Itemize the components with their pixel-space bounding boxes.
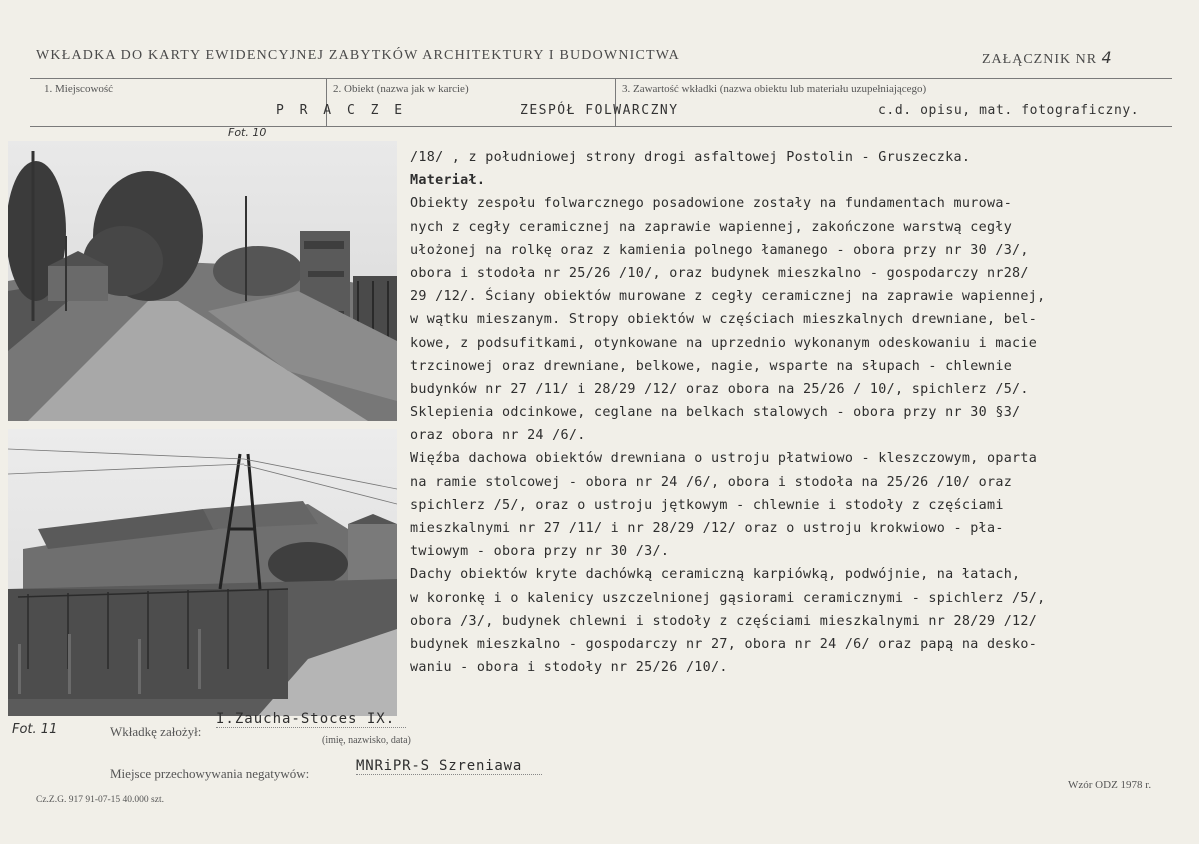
text-line: oraz obora nr 24 /6/. xyxy=(410,428,586,444)
locality-value: P R A C Z E xyxy=(276,103,407,118)
text-line: Dachy obiektów kryte dachówką ceramiczną karpiówką, podwójnie, na łatach, xyxy=(410,567,1021,583)
text-line: obora i stodoła nr 25/26 /10/, oraz budynek mieszkalno - gospodarczy nr28/ xyxy=(410,265,1029,281)
negatives-label: Miejsce przechowywania negatywów: xyxy=(110,766,310,781)
text-line: twiowym - obora przy nr 30 /3/. xyxy=(410,544,670,560)
text-line: budynek mieszkalno - gospodarczy nr 27, obora nr 24 /6/ oraz papą na desko- xyxy=(410,636,1038,652)
text-line: w wątku mieszanym. Stropy obiektów w częściach mieszkalnych drewniane, bel- xyxy=(410,312,1038,328)
photo-road-gate xyxy=(8,141,397,421)
text-line: ułożonej na rolkę oraz z kamienia polnego łamanego - obora przy nr 30 /3/, xyxy=(410,242,1029,258)
object-label: 2. Obiekt (nazwa jak w karcie) xyxy=(333,83,469,95)
text-line: nych z cegły ceramicznej na zaprawie wapiennej, zakończone warstwą cegły xyxy=(410,219,1013,235)
form-model: Wzór ODZ 1978 r. xyxy=(1068,779,1152,791)
description-text xyxy=(410,146,1190,679)
form-title: WKŁADKA DO KARTY EWIDENCYJNEJ ZABYTKÓW ARCHITEKTURY I BUDOWNICTWA xyxy=(36,48,680,63)
text-line: /18/ , z południowej strony drogi asfaltowej Postolin - Gruszeczka. xyxy=(410,150,971,165)
text-line: spichlerz /5/, oraz o ustroju jętkowym - chlewnie i stodoły z częściami xyxy=(410,497,1004,513)
section-heading-material: Materiał. xyxy=(410,173,486,189)
photo-caption-11: Fot. 11 xyxy=(12,722,58,737)
negatives-value: MNRiPR-S Szreniawa xyxy=(356,758,542,775)
text-line: 29 /12/. Ściany obiektów murowane z cegły ceramicznej na zaprawie wapiennej, xyxy=(410,289,1046,305)
locality-label: 1. Miejscowość xyxy=(44,83,114,95)
text-line: mieszkalnymi nr 27 /11/ i nr 28/29 /12/ oraz o ustroju krokwiowo - pła- xyxy=(410,521,1004,536)
content-label: 3. Zawartość wkładki (nazwa obiektu lub materiału uzupełniającego) xyxy=(622,83,927,95)
text-line: Obiekty zespołu folwarcznego posadowione zostały na fundamentach murowa- xyxy=(410,196,1013,212)
text-line: trzcinowej oraz drewniane, belkowe, nagie, wsparte na słupach - chlewnie xyxy=(410,358,1013,374)
attachment-number xyxy=(982,48,1113,68)
attachment-number-value: 4 xyxy=(1101,48,1113,67)
text-line: obora /3/, budynek chlewni i stodoły z częściami mieszkalnymi nr 28/29 /12/ xyxy=(410,613,1038,629)
photo-road-gate-image xyxy=(8,141,397,421)
created-by-label: Wkładkę założył: xyxy=(110,724,202,739)
created-by-hint: (imię, nazwisko, data) xyxy=(322,735,411,746)
text-line: budynków nr 27 /11/ i 28/29 /12/ oraz obora na 25/26 / 10/, spichlerz /5/. xyxy=(410,381,1029,397)
photo-farm-buildings-image xyxy=(8,429,397,716)
text-line: w koronkę i o kalenicy uszczelnionej gąsiorami ceramicznymi - spichlerz /5/, xyxy=(410,590,1046,606)
text-line: Więźba dachowa obiektów drewniana o ustroju płatwiowo - kleszczowym, oparta xyxy=(410,451,1038,467)
print-info: Cz.Z.G. 917 91-07-15 40.000 szt. xyxy=(36,795,164,805)
text-line: na ramie stolcowej - obora nr 24 /6/, obora i stodoła na 25/26 /10/ oraz xyxy=(410,474,1013,490)
photo-caption-10: Fot. 10 xyxy=(228,126,267,139)
text-line: Sklepienia odcinkowe, ceglane na belkach stalowych - obora przy nr 30 §3/ xyxy=(410,405,1021,421)
attachment-label: ZAŁĄCZNIK NR xyxy=(982,52,1098,67)
header-divider-top xyxy=(30,78,1172,79)
created-by-value: I.Zaucha-Stoces IX. xyxy=(216,711,406,728)
photo-farm-buildings xyxy=(8,429,397,716)
content-value: c.d. opisu, mat. fotograficzny. xyxy=(878,103,1140,118)
object-value: ZESPÓŁ FOLWARCZNY xyxy=(520,103,679,118)
text-line: waniu - obora i stodoły nr 25/26 /10/. xyxy=(410,660,728,676)
header-divider-bottom xyxy=(30,126,1172,127)
text-line: kowe, z podsufitkami, otynkowane na uprzednio wykonanym odeskowaniu i macie xyxy=(410,335,1038,351)
